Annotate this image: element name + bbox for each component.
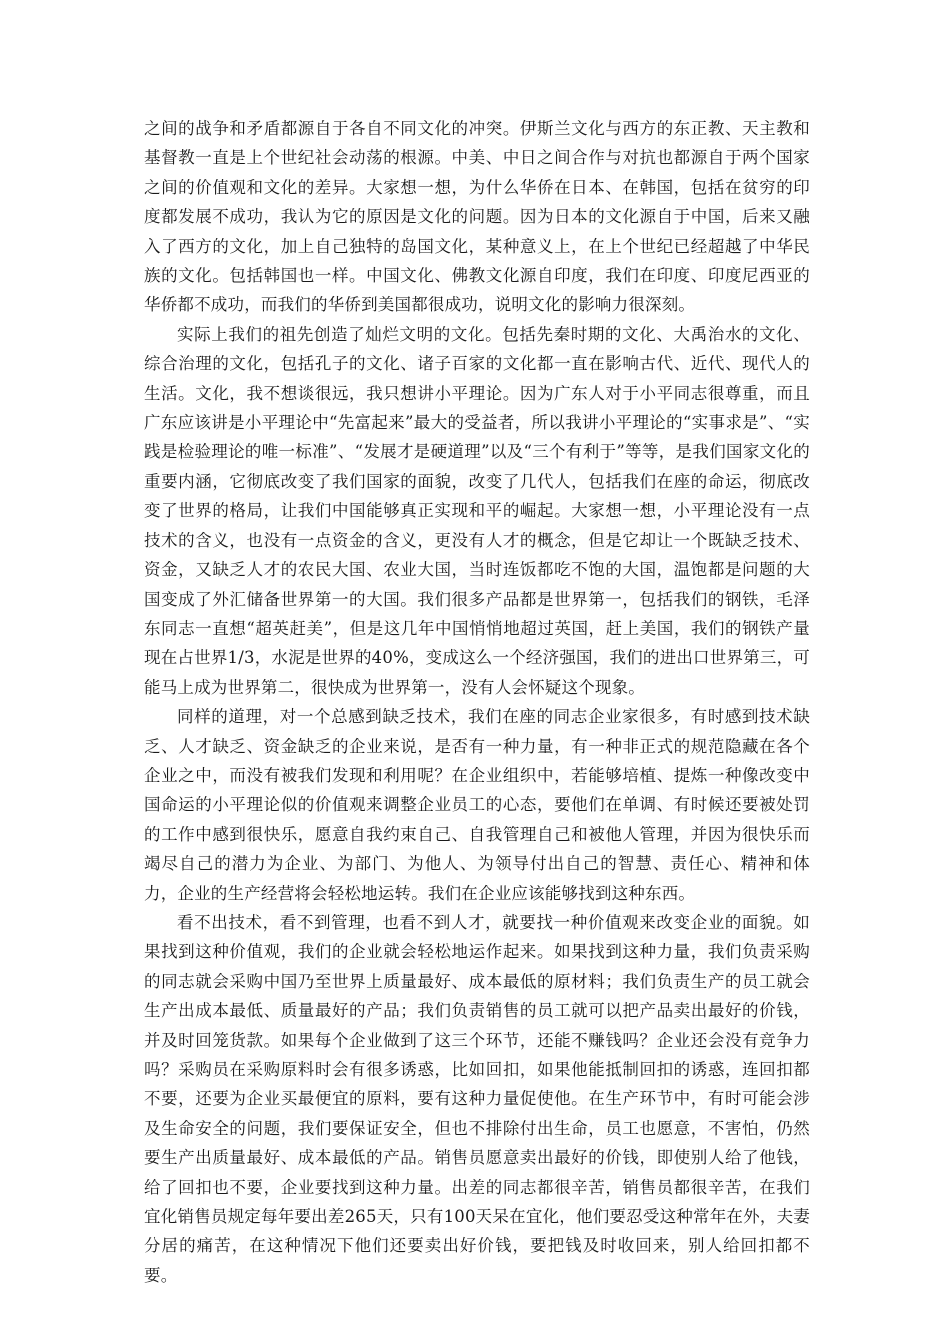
paragraph-1: 之间的战争和矛盾都源自于各自不同文化的冲突。伊斯兰文化与西方的东正教、天主教和基督教一直是上个世纪社会动荡的根源。中美、中日之间合作与对抗也都源自于两个国家之间的价值观和文化的差异。大家想一想，为什么华侨在日本、在韩国，包括在贫穷的印度都发展不成功，我认为它的原因是文化的问题。因为日本的文化源自于中国，后来又融入了西方的文化，加上自己独特的岛国文化，某种意义上，在上个世纪已经超越了中华民族的文化。包括韩国也一样。中国文化、佛教文化源自印度，我们在印度、印度尼西亚的华侨都不成功，而我们的华侨到美国都很成功，说明文化的影响力很深刻。 (144, 119, 810, 315)
paragraph-2: 实际上我们的祖先创造了灿烂文明的文化。包括先秦时期的文化、大禹治水的文化、综合治理的文化，包括孔子的文化、诸子百家的文化都一直在影响古代、近代、现代人的生活。文化，我不想谈很远，我只想讲小平理论。因为广东人对于小平同志很尊重，而且广东应该讲是小平理论中“先富起来”最大的受益者，所以我讲小平理论的“实事求是”、“实践是检验理论的唯一标准”、“发展才是硬道理”以及“三个有利于”等等，是我们国家文化的重要内涵，它彻底改变了我们国家的面貌，改变了几代人，包括我们在座的命运，彻底改变了世界的格局，让我们中国能够真正实现和平的崛起。大家想一想，小平理论没有一点技术的含义，也没有一点资金的含义，更没有人才的概念，但是它却让一个既缺乏技术、资金，又缺乏人才的农民大国、农业大国，当时连饭都吃不饱的大国，温饱都是问题的大国变成了外汇储备世界第一的大国。我们很多产品都是世界第一，包括我们的钢铁，毛泽东同志一直想“超英赶美”，但是这几年中国悄悄地超过英国，赶上美国，我们的钢铁产量现在占世界1/3，水泥是世界的40%，变成这么一个经济强国，我们的进出口世界第三，可能马上成为世界第二，很快成为世界第一，没有人会怀疑这个现象。 (144, 324, 810, 697)
paragraph-3: 同样的道理，对一个总感到缺乏技术，我们在座的同志企业家很多，有时感到技术缺乏、人才缺乏、资金缺乏的企业来说，是否有一种力量，有一种非正式的规范隐藏在各个企业之中，而没有被我们发现和利用呢？在企业组织中，若能够培植、提炼一种像改变中国命运的小平理论似的价值观来调整企业员工的心态，要他们在单调、有时候还要被处罚的工作中感到很快乐，愿意自我约束自己、自我管理自己和被他人管理，并因为很快乐而竭尽自己的潜力为企业、为部门、为他人、为领导付出自己的智慧、责任心、精神和体力，企业的生产经营将会轻松地运转。我们在企业应该能够找到这种东西。 (144, 707, 810, 903)
paragraph-4: 看不出技术，看不到管理，也看不到人才，就要找一种价值观来改变企业的面貌。如果找到这种价值观，我们的企业就会轻松地运作起来。如果找到这种力量，我们负责采购的同志就会采购中国乃至世界上质量最好、成本最低的原材料；我们负责生产的员工就会生产出成本最低、质量最好的产品；我们负责销售的员工就可以把产品卖出最好的价钱，并及时回笼货款。如果每个企业做到了这三个环节，还能不赚钱吗？企业还会没有竞争力吗？采购员在采购原料时会有很多诱惑，比如回扣，如果他能抵制回扣的诱惑，连回扣都不要，还要为企业买最便宜的原料，要有这种力量促使他。在生产环节中，有时可能会涉及生命安全的问题，我们要保证安全，但也不排除付出生命，员工也愿意，不害怕，仍然要生产出质量最好、成本最低的产品。销售员愿意卖出最好的价钱，即使别人给了他钱，给了回扣也不要，企业要找到这种力量。出差的同志都很辛苦，销售员都很辛苦，在我们宜化销售员规定每年要出差265天，只有100天呆在宜化，他们要忍受这种常年在外，夫妻分居的痛苦，在这种情况下他们还要卖出好价钱，要把钱及时收回来，别人给回扣都不要。 (144, 912, 810, 1285)
document-body (144, 114, 810, 1290)
